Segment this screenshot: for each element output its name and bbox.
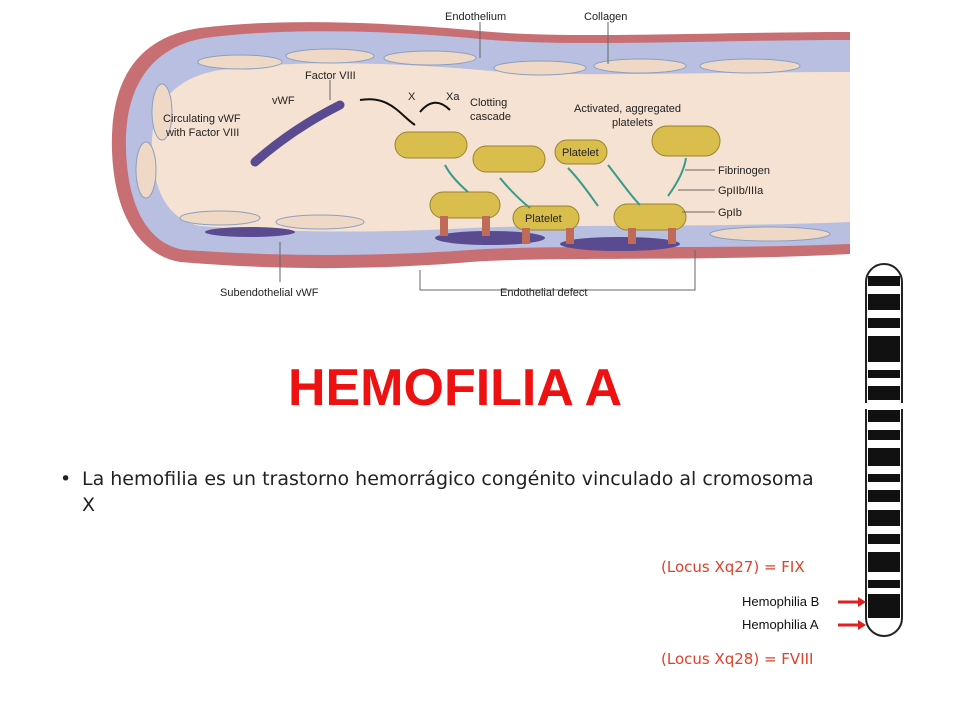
activated-label: Activated, aggregated — [574, 103, 682, 115]
bullet-text: La hemofilia es un trastorno hemorrágico congénito vinculado al cromosoma X — [82, 468, 814, 516]
platelet-label-bottom: Platelet — [525, 213, 562, 225]
x-label: X — [408, 91, 416, 103]
hemophilia-b-label: Hemophilia B — [742, 594, 820, 609]
bullet-symbol: • — [60, 468, 72, 490]
hemophilia-a-label: Hemophilia A — [742, 617, 819, 632]
clotting-label: Clotting — [470, 97, 508, 109]
centromere — [864, 403, 904, 409]
platelet-label-top: Platelet — [562, 147, 599, 159]
vwf-label: vWF — [272, 95, 295, 107]
factor-viii-label: Factor VIII — [305, 70, 356, 82]
fibrinogen-label: Fibrinogen — [718, 165, 770, 177]
locus-lower: (Locus Xq28) = FVIII — [661, 650, 814, 668]
with-factor-label: with Factor VIII — [166, 127, 240, 139]
hemophilia-a-arrow — [838, 620, 866, 630]
circulating-label: Circulating vWF — [163, 113, 241, 125]
gpiib-label: GpIIb/IIIa — [718, 185, 764, 197]
defect-label: Endothelial defect — [500, 287, 588, 299]
subendothelial-label: Subendothelial vWF — [220, 287, 319, 299]
x-chromosome — [700, 260, 960, 660]
hemophilia-b-arrow — [838, 597, 866, 607]
gpib-label: GpIb — [718, 207, 742, 219]
collagen-label: Collagen — [584, 11, 628, 23]
cascade-label: cascade — [470, 111, 511, 123]
endothelium-label: Endothelium — [445, 11, 507, 23]
locus-upper: (Locus Xq27) = FIX — [661, 558, 805, 576]
slide-title: HEMOFILIA A — [287, 359, 623, 417]
platelets-label: platelets — [612, 117, 653, 129]
xa-label: Xa — [446, 91, 460, 103]
